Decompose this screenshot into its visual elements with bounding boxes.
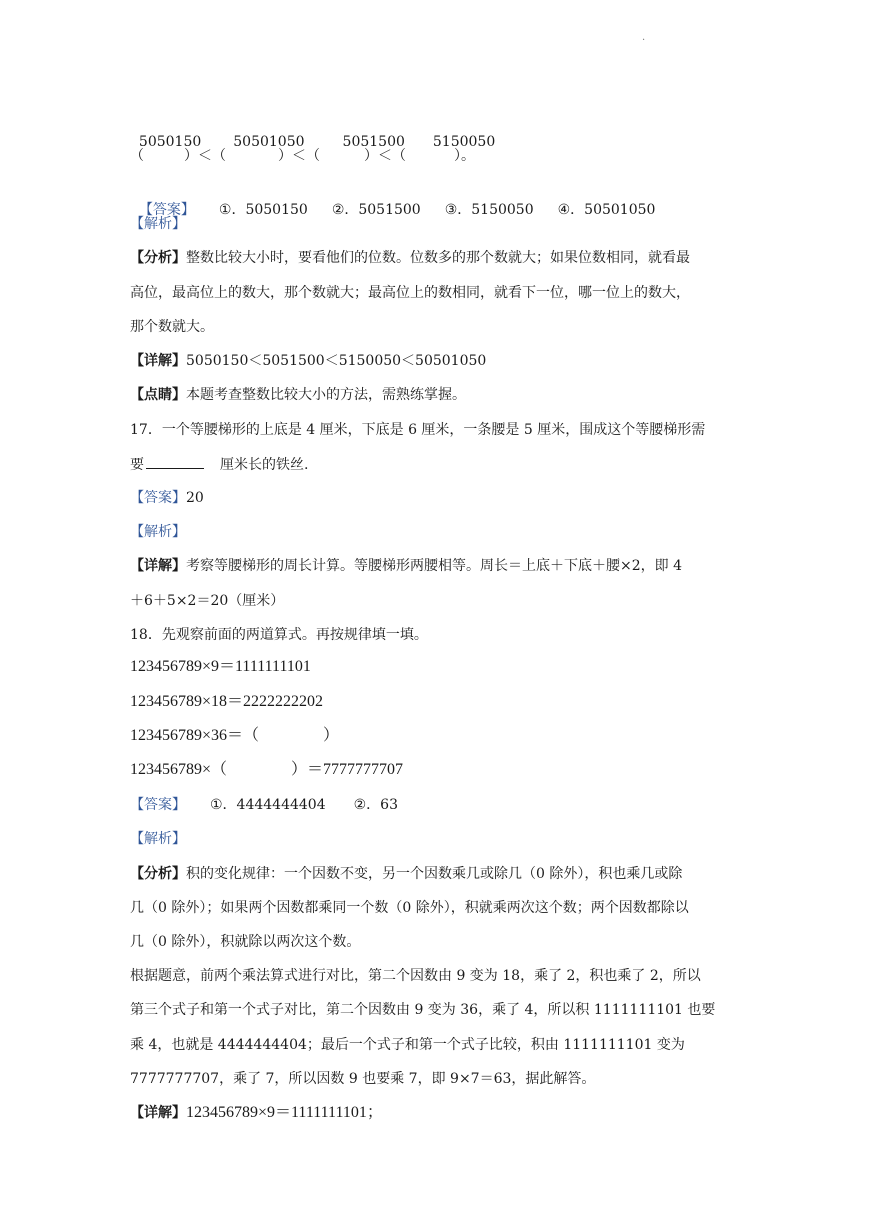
solution-text: 第三个式子和第一个式子对比，第二个因数由 9 变为 36，乘了 4，所以积 1111111101 也要 bbox=[130, 1002, 716, 1018]
point-text: 【点睛】本题考查整数比较大小的方法，需熟练掌握。 bbox=[130, 387, 466, 403]
number-item: 50501050 bbox=[233, 134, 305, 150]
solution-text: 7777777707，乘了 7，所以因数 9 也要乘 7，即 9×7＝63，据此解答。 bbox=[130, 1071, 596, 1087]
detail-text: ＋6＋5×2＝20（厘米） bbox=[130, 593, 285, 609]
equation-1: 123456789×9＝1111111101 bbox=[130, 658, 311, 675]
detail-text: 【详解】考察等腰梯形的周长计算。等腰梯形两腰相等。周长＝上底＋下底＋腰×2，即 4 bbox=[130, 558, 682, 574]
answer-blank bbox=[146, 454, 204, 469]
number-item: 5051500 bbox=[342, 134, 405, 150]
analysis-tag: 【分析】 bbox=[130, 250, 186, 266]
analysis-text: 【分析】积的变化规律：一个因数不变，另一个因数乘几或除几（0 除外），积也乘几或除 bbox=[130, 866, 683, 882]
analysis-text: 几（0 除外）；如果两个因数都乘同一个数（0 除外），积就乘两次这个数；两个因数都除以 bbox=[130, 900, 689, 916]
detail-tag: 【详解】 bbox=[130, 353, 186, 369]
detail-tag: 【详解】 bbox=[130, 1105, 186, 1121]
analysis-text: 高位，最高位上的数大，那个数就大；最高位上的数相同，就看下一位，哪一位上的数大， bbox=[130, 285, 690, 301]
answer-item: ①．4444444404 bbox=[210, 797, 326, 813]
answer-row bbox=[130, 488, 739, 508]
order-template: （ ）＜（ ）＜（ ）＜（ ）。 bbox=[130, 148, 475, 164]
analysis-text: 几（0 除外），积就除以两次这个数。 bbox=[130, 934, 361, 950]
analysis-text: 【分析】整数比较大小时，要看他们的位数。位数多的那个数就大；如果位数相同，就看最 bbox=[130, 250, 690, 266]
answer-item: ①．5050150 bbox=[218, 202, 308, 218]
equation-4: 123456789×（ ）＝7777777707 bbox=[130, 761, 404, 778]
answer-item: ②．5051500 bbox=[331, 202, 421, 218]
detail-tag: 【详解】 bbox=[130, 558, 186, 574]
analysis-tag: 【分析】 bbox=[130, 866, 186, 882]
question-17-stem: 17．一个等腰梯形的上底是 4 厘米，下底是 6 厘米，一条腰是 5 厘米，围成这个等腰梯形需 bbox=[130, 422, 706, 438]
header-mark: . bbox=[642, 32, 646, 43]
question-17-stem: 要 厘米长的铁丝. bbox=[130, 454, 739, 475]
answer-item: ④．50501050 bbox=[557, 202, 656, 218]
analysis-text: 那个数就大。 bbox=[130, 319, 214, 335]
question-18-stem: 18．先观察前面的两道算式。再按规律填一填。 bbox=[130, 627, 428, 643]
answer-item: ③．5150050 bbox=[444, 202, 534, 218]
detail-text: 【详解】5050150＜5051500＜5150050＜50501050 bbox=[130, 353, 487, 369]
solution-text: 乘 4，也就是 4444444404；最后一个式子和第一个式子比较，积由 1111111101 变为 bbox=[130, 1037, 685, 1053]
answer-tag: 【答案】 bbox=[130, 797, 186, 813]
jiexi-tag: 【解析】 bbox=[130, 524, 186, 540]
equation-2: 123456789×18＝2222222202 bbox=[130, 693, 324, 710]
number-item: 5150050 bbox=[432, 134, 496, 150]
number-item: 5050150 bbox=[138, 134, 202, 150]
solution-text: 根据题意，前两个乘法算式进行对比，第二个因数由 9 变为 18，乘了 2，积也乘了 2，所以 bbox=[130, 968, 701, 984]
answer-value: 20 bbox=[186, 490, 204, 506]
equation-3: 123456789×36＝（ ） bbox=[130, 727, 340, 744]
answer-tag: 【答案】 bbox=[130, 490, 186, 506]
detail-text: 【详解】123456789×9＝1111111101； bbox=[130, 1104, 383, 1121]
jiexi-tag: 【解析】 bbox=[130, 216, 186, 232]
answer-item: ②．63 bbox=[353, 797, 398, 813]
point-tag: 【点睛】 bbox=[130, 387, 186, 403]
answer-row bbox=[130, 795, 739, 815]
jiexi-tag: 【解析】 bbox=[130, 831, 186, 847]
answer-tag: 【答案】 bbox=[138, 202, 195, 218]
